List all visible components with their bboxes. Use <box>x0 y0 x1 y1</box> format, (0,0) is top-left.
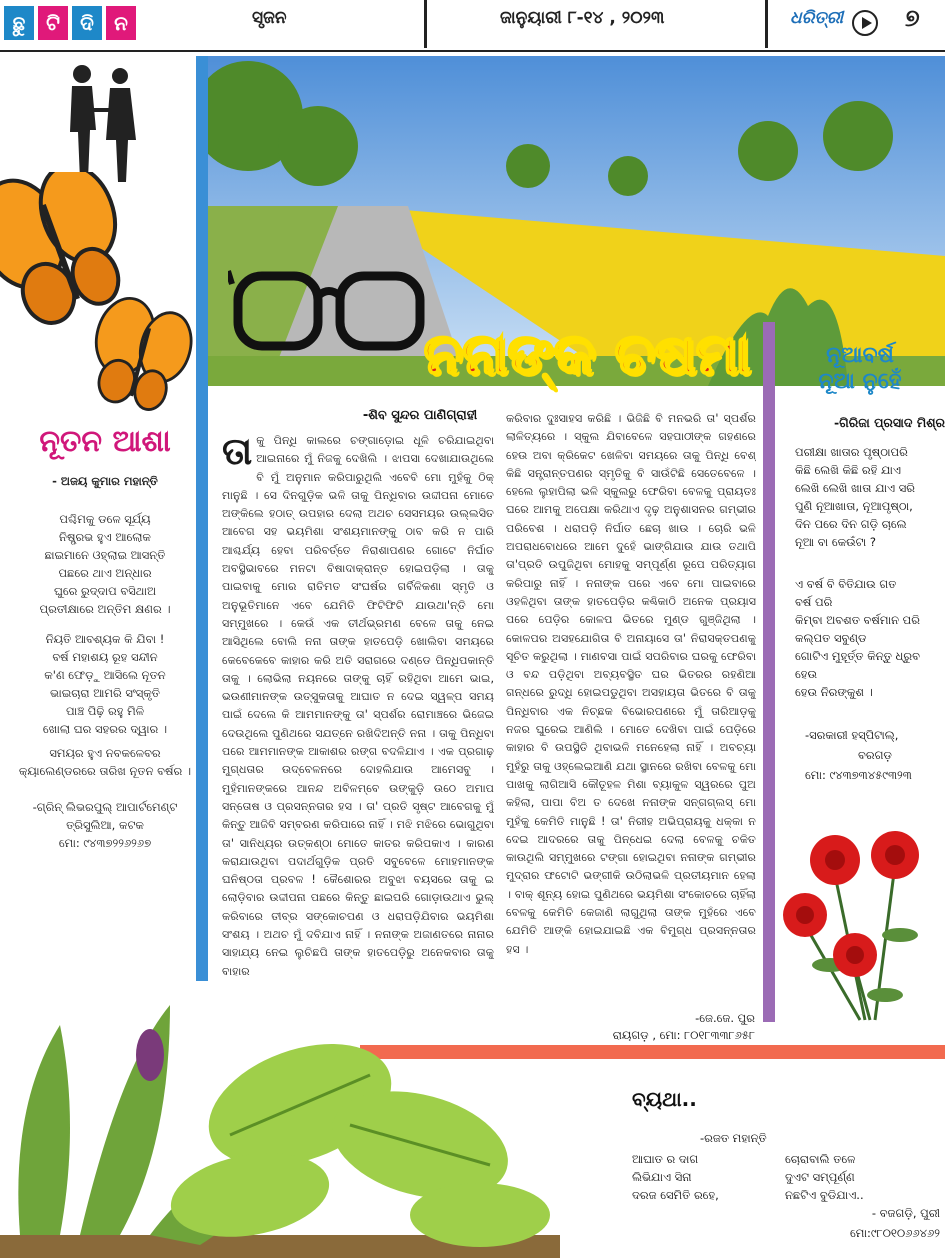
bottom-section <box>0 1045 945 1258</box>
play-icon <box>852 10 878 36</box>
right-column <box>775 325 945 1025</box>
address-line: -ସରକାରୀ ହସ୍‌ପିଟାଲ୍, <box>805 728 899 742</box>
poem-line: ଦିନ ପରେ ଦିନ ଗଡ଼ି ଚାଲେ <box>795 517 907 531</box>
poem-line: ନଛଟିଏ ବୁଡିଯାଏ.. <box>785 1188 864 1202</box>
address-line: ତ୍ରିସୁଲିଆ, କଟକ <box>66 818 144 832</box>
left-poem-title: ନୂତନ ଆଶା <box>39 424 171 459</box>
right-poem-stanza-1 <box>795 443 945 551</box>
paper-logo: ଧରିତ୍ରୀ <box>790 8 844 28</box>
poem-line: ନିଷ୍ପ୍ରଭ ହୁଏ ଆଲୋକ <box>59 530 151 544</box>
poem-line: ବର୍ଷ ପରି <box>795 595 833 609</box>
poem-line: ଏ ବର୍ଷ ବି ବିତିଯାଉ ଗତ <box>795 577 897 591</box>
poem-line: ଗୋଟିଏ ମୁହୂର୍ତ୍ତ କିନ୍ତୁ ଧ୍ରୁବ <box>795 649 920 663</box>
poem-line: ଘୁରେ ରୁଦ୍‌ଦାପ ବସିଥାଅ <box>53 584 157 598</box>
poem-line: କ୍ୟାଲେଣ୍ଡରରେ ତାରିଖ ନୂତନ ବର୍ଷର । <box>18 764 192 778</box>
poem-line: ଦୁଏଟ ସମ୍ପୂର୍ଣ୍ଣ <box>785 1170 855 1184</box>
poem-line: କ'ଣ ଫେଡ଼ୁ ଆସିଲେ ନୂତନ <box>44 668 166 682</box>
right-poem-title <box>775 343 945 395</box>
poem-line: ଆଘାତ ର ଦାଗ <box>632 1152 699 1166</box>
poem-line: ପ୍ରତୀକ୍ଷାରେ ଅନ୍ତିମ କ୍ଷଣର । <box>39 602 171 616</box>
right-poem-stanza-2 <box>795 575 945 701</box>
page-header <box>0 0 945 52</box>
poem-line: ପଶ୍ଚିମକୁ ଡଳେ ସୂର୍ଯ୍ୟ <box>59 512 151 526</box>
poem-line: କଲ୍ପତ ସବୁଣ୍ଡ <box>795 631 867 645</box>
article-text: କୁ ପିନ୍ଧି କାଲରେ ଚଙ୍ଗାଡ଼ୋଇ ଧୂଳି ଚରିଯାଇଥିବା ଆଇନାରେ ମୁଁ ନିଜକୁ ଦେଖିଲି । ଝାପସା ଦେଖାଯାଉଥିଲେ ବି ମୁଁ ଅନୁମାନ କରିପାରୁଥିଲି ଏବେବି ମୋ ମୁହଁକୁ ଠିକ୍ ମାନୁଛି । ସେ ଦିନଗୁଡ଼ିକ ଭଳି ତାକୁ ପିନ୍ଧିବାର ଉଦ୍ଦୀପନା ମୋତେ ଅଙ୍କିଲେ ହଠାତ୍ ଉପହାର ଦେଲା ଅଥଚ ସେସମୟର ଉଲ୍ଲସିତ ଆବେଗ ସହ ଭୟମିଶା ସଂଶୟମାନଙ୍କୁ ଠାବ କରି ନ ପାରି ଆଶ୍ଚର୍ଯ୍ୟ ହେବା ପରିବର୍ତ୍ତେ ନିରାଶାପଣର ଗୋଟେ ନିର୍ଘାତ ଅବସ୍ଥିଭାବରେ ମନଟା ବିଷାଦାକ୍ରାନ୍ତ ହୋଇପଡ଼ିଲା । ତାକୁ ପାଇବାକୁ ମୋର ରାତିମତ ସଂଘର୍ଷର ଗର୍ବିଳିକଣା ସ୍ମୃତି ଓ ଅନୁଭୂତିମାନେ ଏବେ ଯେମିତି ଫିଟିଫିଟି ଯାଉଥା'ନ୍ତି ମୋ ସମ୍ମୁଖରେ । କେଉଁ ଏକ ତୀର୍ଥଭ୍ରମଣ ବେଳେ ତାକୁ ନେଇ ଆସିଥିଲେ ବୋଲି ନନା ତାଙ୍କ ହାତପେଡ଼ି ଖୋଲିବା ସମୟରେ କେବେକେବେ କାହାର କରି ଅତି ସରାଗରେ ଦଣ୍ଡେ ପିନ୍ଧିପକାନ୍ତି ତାକୁ । ଲୋଭିଲା ନୟନରେ ତାଙ୍କୁ ଚାହିଁ ରହିଥିବା ଆମେ ଭାଇ, ଭଉଣୀମାନଙ୍କ ଉତ୍ସୁକତାକୁ ଆଘାତ ନ ଦେଇ ସ୍ୱଳ୍ପ ସମୟ ପାଇଁ ଦେଲେ କି ଆମମାନଙ୍କୁ ତା' ସ୍ପର୍ଶର ରୋମାଞ୍ଚରେ ଭିଜେଇ ଦେଉଥିଲେ ପୁଣିଥରେ ସଯତ୍ନେ ରଖିଦିଅନ୍ତି ନନା । ତାକୁ ପିନ୍ଧିବା ପରେ ଆମମାନଙ୍କ ଆକାଶର ରଙ୍ଗ ବଦଳିଯାଏ । ଏକ ପ୍ରଗାଢ଼ ମୁଗ୍ଧତାର ଉଦ୍‌ବେଳନରେ ଦୋହଲିଯାଉ ଆମେସବୁ । ମୁହଁମାନଙ୍କରେ ଆନନ୍ଦ ଅବିଳମ୍ବେ ଉଙ୍କୁଡ଼ି ଉଠେ ଅମାପ ସନ୍ତୋଷ ଓ ପ୍ରସନ୍ନତାର ହସ । ତା' ପ୍ରତି ସୃଷ୍ଟ ଆବେଗକୁ ମୁଁ କିନ୍ତୁ ଆଜିବି ସମ୍ବରଣ କରିପାରେ ନାହିଁ । ମଝି ମଝିରେ ଭୋଗୁଥିବା ତା' ସାନିଧ୍ୟର ଉତ୍କଣ୍ଠା ମୋତେ କାତର କରିପକାଏ । କାରଣ କରାଯାଉଥିବା ପଦାର୍ଥଗୁଡ଼ିକ ପ୍ରତି ସବୁବେଳେ ମୋହମାନଙ୍କ ଘନିଷ୍ଠତା ପ୍ରବଳ ! କୈଶୋରର ଅବୁଝା ବୟସରେ ତାକୁ ଇ ଲୋଡ଼ିବାର ଉଦ୍ଦୀପନା ପଛରେ କିନ୍ତୁ ଛାଇପରି ଗୋଡ଼ାଉଥାଏ ଭୁଲ୍ କରିବାରେ ତୀବ୍ର ସଙ୍କୋଚପଣ ଓ ଧରାପଡ଼ିଯିବାର ଭୟମିଶା ସଂଶୟ । ଅଥଚ ମୁଁ ଦବିଯାଏ ନାହିଁ । ନନାଙ୍କ ଅଜାଣତରେ ନାନାର ସାହାଯ୍ୟ ନେଇ ଲୁଚିଛପି ତାଙ୍କ ହାତପେଡ଼ିରୁ ଅନେକବାର ତାକୁ ବାହାର <box>222 434 494 978</box>
article-title-box <box>422 320 752 390</box>
brand-letter: ଟି <box>38 6 68 40</box>
leaves-icon <box>0 905 560 1258</box>
left-poem-stanza-2 <box>10 630 200 738</box>
poem-line: କିଛି ଲେଖି କିଛି ରହି ଯାଏ <box>795 463 901 477</box>
poem-line: ସମୟର ହୁଏ ନବକଳେବର <box>49 746 161 760</box>
title-line: ନୂଆବର୍ଷ <box>826 343 894 368</box>
article-text: କରିବାର ଦୁଃସାହସ କରିଛି । ଭିଜିଛି ବି ମନଭରି ତା' ସ୍ପର୍ଶର ଲାଳିତ୍ୟରେ । ସ୍କୁଲ ଯିବାବେଳେ ସହପାଠୀଙ୍କ ଗହଣରେ ହେଉ ଅବା କ୍ରିକେଟ ଖେଳିବା ସମୟରେ ତାକୁ ପିନ୍ଧି ବେଶ୍ କିଛି ସନ୍ତ୍ରାନ୍ତପଣର ସ୍ମୃତିକୁ ବି ସାଉଁଟିଛି ସେତେବେଳେ । ହେଲେ ଲୁହାପିଲା ଭଳି ସ୍କୁଲରୁ ଫେରିବା ବେଳକୁ ପ୍ରାୟତଃ ଘରେ ଆମକୁ ଅପେକ୍ଷା କରିଥାଏ ଦୃଢ଼ ଅନୁଶାସନର ଗମ୍ଭୀର ପରିବେଶ । ଧରାପଡ଼ି ନିର୍ଘାତ ଛେଚା ଖାଉ । ଚୋରି ଭଳି ଅପରାଧବୋଧରେ ଆମେ ଦୁହେଁ ଭାଙ୍ଗିଯାଉ ଯାଉ ତଥାପି ତା'ପ୍ରତି ଉପୁଜିଥିବା ମୋହକୁ ସମ୍ପୂର୍ଣ୍ଣ ରୂପେ ପରିତ୍ୟାଗ କରିପାରୁ ନାହିଁ । ନନାଙ୍କ ପରେ ଏବେ ମୋ ପାଇବାରେ ଓହଳିଥିବା ତାଙ୍କ ହାତପେଡ଼ିର କଣ୍ଢିକାଠି ଅନେକ ପ୍ରୟାସ ପରେ ପେଡ଼ିର କୋଳପ ଭିତରେ ମୁଣ୍ଡ ଗୁଞ୍ଜିଥିଲା । କୋଳପର ଅସହଯୋଗିତା ବି ଅନାୟାସେ ତା' ନିରାସକ୍ତପଣକୁ ସୂଚିତ କରୁଥିଲା । ମାଣବସା ପାଇଁ ସପରିବାର ଘରକୁ ଫେରିବା ଓ ବନ୍ଦ ପଡ଼ିଥିବା ଅବ୍ୟବସ୍ଥିତ ଘର ଭିତରର ରହଣିଆ ଗନ୍ଧରେ ରୁଦ୍ଧି ହୋଇପଡୁଥିବା ଅସହାୟତା ଭିତରେ ବି ତାକୁ ପିନ୍ଧିବାର ଏକ ନିଚ୍ଛକ ବିଭୋରପଣରେ ମୁଁ ତାରିଆଡ଼କୁ ନଜର ଘୁରେଇ ଆଣିଲି । ମୋତେ ଦେଖିବା ପାଇଁ ପେଡ଼ିରେ କାହାର ବି ଉପସ୍ଥିତି ଥିବାଭଳି ମନେହେଲା ନାହିଁ । ଅବଚ୍ୟା ମୁହଁରୁ ତାକୁ ଓହ୍ଲେଇଆଣି ଯଥା ସ୍ଥାନରେ ରଖିବା ବେଳକୁ ମୋ ପାଖକୁ ଲାଗିଆସି କୌତୂହଳ ମିଶା ବ୍ୟାକୁଳ ସ୍ୱରରେ ପୁଅ କହିଲା, ପାପା ବିଅ ତ ଦେଖେ ନନାଙ୍କ ସନ୍‌ଗଗ୍ଲସ୍ ମୋ ମୁହଁକୁ କେମିତି ମାନୁଛି ! ତା' ନିରୀହ ଅଭିପ୍ରାୟକୁ ଧକ୍କା ନ ଦେଇ ଆଦରରେ ତାକୁ ପିନ୍ଧେଇ ଦେଲା ବେଳକୁ ଚକିତ କାଉଥିଲି ସମ୍ମୁଖରେ ଟଙ୍ଗା ହୋଇଥିବା ନନାଙ୍କ ଗମ୍ଭୀର ମୁଦ୍ରାର ଫଟୋଟି ଭଙ୍ଗୀକି ଉଠିଲାଭଳି ପ୍ରତୀୟମାନ ହେଲା । ବାକ୍ ଶୂନ୍ୟ ହୋଇ ପୁଣିଥରେ ଭୟମିଶା ସଂକୋଚରେ ଚାହିଁଲା ବେଳକୁ କେମିତି କେଜାଣି ଲାଗୁଥିଲା ତାଙ୍କ ମୁହଁରେ ଏବେ ଯେମିତି ଆଙ୍କି ହୋଇଯାଇଛି ଏକ ବିମୁଗ୍ଧ ପ୍ରସନ୍ନତାର ହସ । <box>506 412 756 956</box>
address-line: - ବଜଗଡ଼ି, ପୁରୀ <box>871 1206 940 1220</box>
article-signoff <box>560 1010 755 1044</box>
right-poem-author: -ଗିରିଜା ପ୍ରସାଦ ମିଶ୍ର <box>833 415 945 430</box>
divider <box>765 0 768 48</box>
bottom-poem-address <box>800 1203 940 1243</box>
rose-icon <box>775 815 945 1025</box>
poem-line: ପଛରେ ଥାଏ ଅନ୍ଧାର <box>58 566 152 580</box>
butterfly-icon <box>0 172 200 432</box>
title-line: ନୂଆ ନୁହେଁ <box>818 369 902 394</box>
poem-line: ଦରଜ ସେମିତି ରହେ, <box>632 1188 719 1202</box>
poem-line: ଲିଭିଯାଏ ସିନା <box>632 1170 692 1184</box>
left-column <box>0 52 205 1052</box>
left-accent-bar <box>196 56 208 981</box>
issue-date: ଜାନୁୟାରୀ ୮-୧୪ , ୨୦୨୩ <box>500 8 665 28</box>
address-line: ବରଗଡ଼ <box>858 748 892 762</box>
left-poem-address <box>10 798 200 852</box>
poem-line: ପୁଣି ନୂଆଖାତା, ନୂଆପୃଷ୍ଠା, <box>795 499 913 513</box>
poem-line: ପରୀକ୍ଷା ଖାତାର ପୃଷ୍ଠାପରି <box>795 445 908 459</box>
brand-letter: ଛୁ <box>4 6 34 40</box>
poem-line: ହେଉ <box>795 667 818 681</box>
poem-line: ପାଞ୍ଚ ପିଢ଼ି ରହୁ ମିଳି <box>65 704 144 718</box>
left-poem-author: - ଅଜୟ କୁମାର ମହାନ୍ତି <box>52 474 158 488</box>
section-name: ସୃଜନ <box>252 8 287 28</box>
right-accent-bar <box>763 322 775 1022</box>
left-poem-stanza-3 <box>10 744 200 780</box>
bottom-poem-author: -ରଜତ ମହାନ୍ତି <box>700 1131 767 1145</box>
poem-line: ଖୋଲା ଘର ସହରର ଦ୍ୱାର । <box>42 722 168 736</box>
poem-line: ଲେଖି ଲେଖି ଖାତା ଯାଏ ସରି <box>795 481 915 495</box>
bottom-poem-left <box>632 1150 792 1204</box>
poem-line: ହେଉ ନିରଙ୍କୁଶ । <box>795 685 873 699</box>
address-line: ମୋ: ୯୪୩୭୨୨୬୨୬୭ <box>58 836 152 850</box>
article-author: -ଶିବ ସୁନ୍ଦର ପାଣିଗ୍ରାହୀ <box>362 408 478 423</box>
left-poem-stanza-1 <box>10 510 200 618</box>
poem-line: ନୂଆ ବା କେଉଁଟା ? <box>795 535 877 549</box>
signoff-line: ରାୟଗଡ଼ , ମୋ: ୮୦୧୮୩୩୮୬୫୮ <box>612 1028 755 1042</box>
page-number: ୭ <box>905 4 920 32</box>
poem-line: ନିୟତି ଆବଶ୍ୟକ କି ଯିବା ! <box>45 632 165 646</box>
poem-line: ଛାଇମାନେ ଓହ୍ଲାଇ ଆସନ୍ତି <box>44 548 166 562</box>
poem-line: କିମ୍ବା ଅବଶତ ବର୍ଷମାନ ପରି <box>795 613 920 627</box>
poem-line: ଭାଇଚାରା ଆମରି ସଂସ୍କୃତି <box>50 686 160 700</box>
brand-letter: ନ <box>106 6 136 40</box>
bottom-poem-title: ବ୍ୟଥା.. <box>632 1087 697 1111</box>
drop-cap: ତା <box>222 432 253 473</box>
poem-line: ଚୋରାବାଲି ତଳେ <box>785 1152 856 1166</box>
signoff-line: -ଜେ.ଜେ. ପୁର <box>695 1011 755 1025</box>
divider <box>424 0 427 48</box>
article-title: ନନାଙ୍କ ଚଷମା <box>423 322 751 387</box>
right-poem-address <box>805 725 945 785</box>
eyeglasses-icon <box>228 256 428 366</box>
couple-silhouette-icon <box>40 60 160 190</box>
bottom-poem-right <box>785 1150 935 1204</box>
address-line: ମୋ: ୯୪୩୭୩୪୫୯୩୨୩ <box>805 768 912 782</box>
brand-letter: ଦି <box>72 6 102 40</box>
poem-line: ବର୍ଷ ମହାଶୟ ରୂହ ସନ୍ଦୀନ <box>52 650 158 664</box>
address-line: ମୋ:୯୮୦୧୦୬୬୪୬୨ <box>850 1226 940 1240</box>
address-line: -ଗ୍ରିନ୍ ଲିଭରପୁଲ୍ ଆପାର୍ଟମେଣ୍ଟ <box>32 800 178 814</box>
